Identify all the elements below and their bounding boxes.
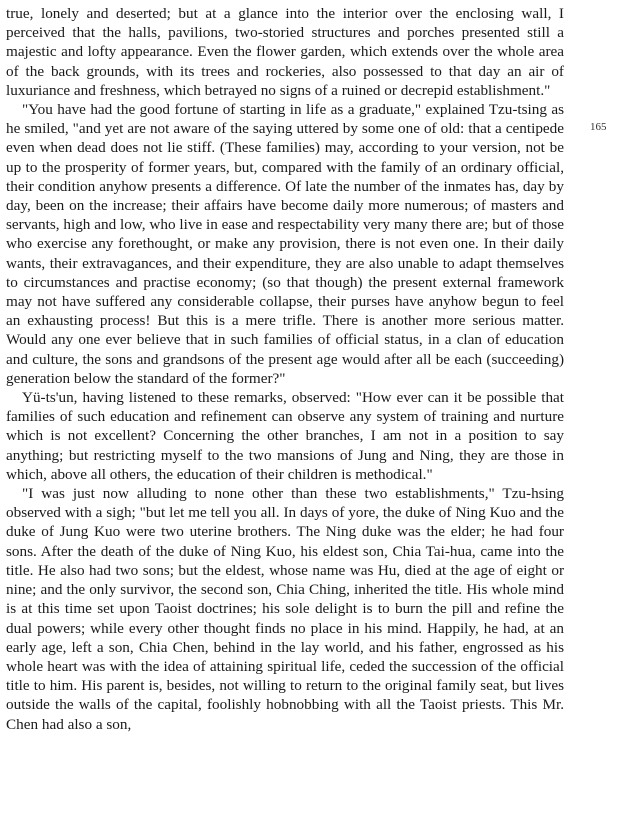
paragraph-yu-tsun-observation: Yü-ts'un, having listened to these remarks, observed: "How ever can it be possible that families of such education and refinement can observe any system of training and nurture which is not excellent? Concerning the other branches, I am not in a position to say anything; but restricting myself to the two mansions of Jung and Ning, they are those in which, above all others, the education of their children is methodical." [6,389,564,483]
body-text [6,4,564,734]
paragraph-tzu-hsing-history: "I was just now alluding to none other than these two establishments," Tzu-hsing observed with a sigh; "but let me tell you all. In days of yore, the duke of Ning Kuo and the duke of Jung Kuo were two uterine brothers. The Ning duke was the elder; he had four sons. After the death of the duke of Ning Kuo, his eldest son, Chia Tai-hua, came into the title. He also had two sons; but the eldest, whose name was Hu, died at the age of eight or nine; and the only survivor, the second son, Chia Ching, inherited the title. His whole mind is at this time set upon Taoist doctrines; his sole delight is to burn the pill and refine the dual powers; while every other thought finds no place in his mind. Happily, he had, at an early age, left a son, Chia Chen, behind in the lay world, and his father, engrossed as his whole heart was with the idea of attaining spiritual life, ceded the succession of the official title to him. His parent is, besides, not willing to return to the original family seat, but lives outside the walls of the capital, foolishly hobnobbing with all the Taoist priests. This Mr. Chen had also a son, [6,485,564,733]
page-number: 165 [590,121,607,133]
paragraph-continuation: true, lonely and deserted; but at a glance into the interior over the enclosing wall, I perceived that the halls, pavilions, two-storied structures and porches presented still a majestic and lofty appearance. Even the flower garden, which extends over the whole area of the back grounds, with its trees and rockeries, also possessed to that day an air of luxuriance and freshness, which betrayed no signs of a ruined or decrepid establishment." [6,5,564,99]
paragraph-tzu-tsing-reply: "You have had the good fortune of starting in life as a graduate," explained Tzu-tsing as he smiled, "and yet are not aware of the saying uttered by some one of old: that a centipede even when dead does not lie stiff. (These families) may, according to your version, not be up to the prosperity of former years, but, compared with the family of an ordinary official, their condition anyhow presents a difference. Of late the number of the inmates has, day by day, been on the increase; their affairs have become daily more numerous; of masters and servants, high and low, who live in ease and respectability very many there are; but of those who exercise any forethought, or make any provision, there is not even one. In their daily wants, their extravagances, and their expenditure, they are also unable to adapt themselves to circumstances and practise economy; (so that though) the present external framework may not have suffered any considerable collapse, their purses have anyhow begun to feel an exhausting process! But this is a mere trifle. There is another more serious matter. Would any one ever believe that in such families of official status, in a clan of education and culture, the sons and grandsons of the present age would after all be each (succeeding) generation below the standard of the former?" [6,101,564,387]
